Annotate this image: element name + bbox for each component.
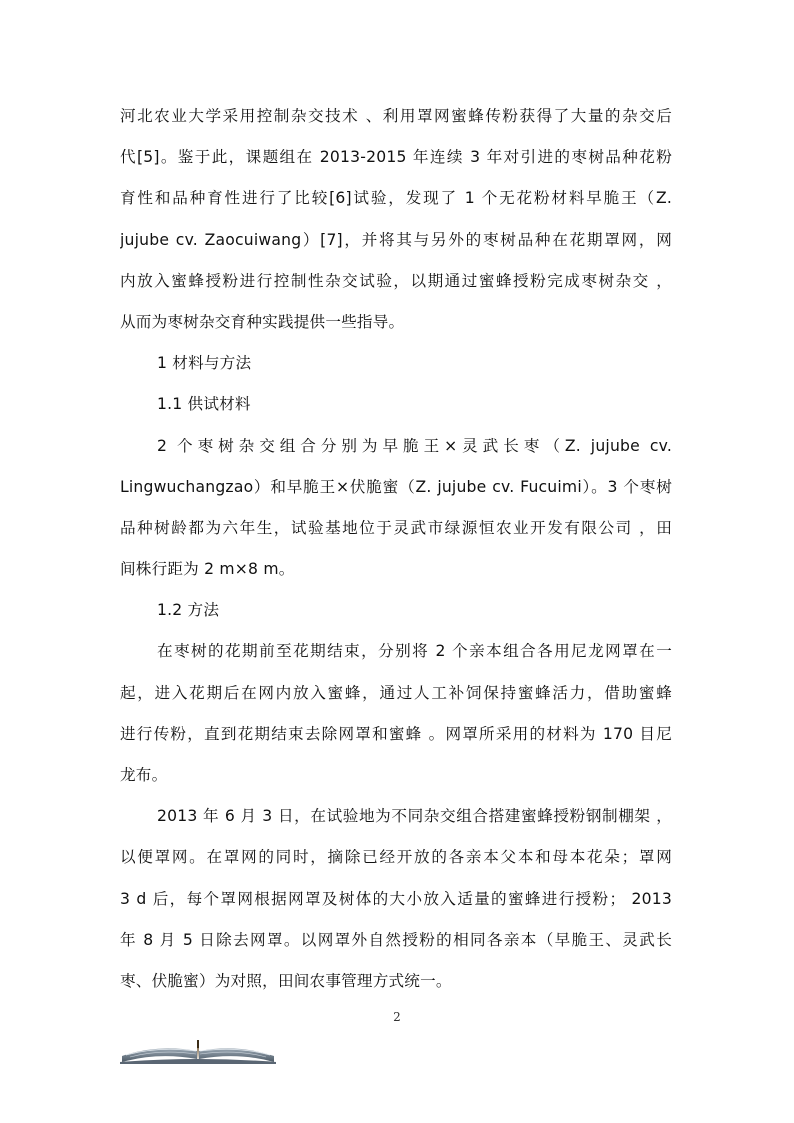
body-text — [120, 96, 672, 1002]
text-line: 育性和品种育性进行了比较[6]试验，发现了 1 个无花粉材料早脆王（Z. — [120, 189, 672, 208]
text-line: 品种树龄都为六年生，试验基地位于灵武市绿源恒农业开发有限公司 ，田 — [120, 518, 672, 537]
page-number: 2 — [393, 1010, 401, 1024]
text-line: 以便罩网。在罩网的同时，摘除已经开放的各亲本父本和母本花朵；罩网 — [120, 848, 672, 867]
text-line: 在枣树的花期前至花期结束，分别将 2 个亲本组合各用尼龙网罩在一 — [157, 642, 672, 661]
text-line: jujube cv. Zaocuiwang）[7]，并将其与另外的枣树品种在花期罩网，网 — [120, 230, 672, 249]
text-line: 从而为枣树杂交育种实践提供一些指导。 — [120, 312, 405, 331]
text-line: 3 d 后，每个罩网根据网罩及树体的大小放入适量的蜜蜂进行授粉； 2013 — [120, 889, 672, 908]
text-line: 2 个枣树杂交组合分别为早脆王×灵武长枣（Z. jujube cv. — [157, 436, 672, 455]
text-line: 2013 年 6 月 3 日，在试验地为不同杂交组合搭建蜜蜂授粉钢制棚架 ， — [157, 807, 672, 826]
section-heading: 1 材料与方法 — [157, 354, 252, 373]
text-line: 进行传粉，直到花期结束去除网罩和蜜蜂 。网罩所采用的材料为 170 目尼 — [120, 724, 672, 743]
open-book-icon — [118, 1034, 278, 1064]
text-line: 河北农业大学采用控制杂交技术 、利用罩网蜜蜂传粉获得了大量的杂交后 — [120, 107, 672, 125]
text-line: Lingwuchangzao）和早脆王×伏脆蜜（Z. jujube cv. Fucuimi）。3 个枣树 — [120, 477, 672, 496]
text-line: 枣、伏脆蜜）为对照，田间农事管理方式统一。 — [120, 971, 452, 990]
subsection-heading: 1.1 供试材料 — [157, 395, 251, 414]
text-line: 龙布。 — [120, 766, 168, 784]
subsection-heading: 1.2 方法 — [157, 601, 220, 620]
text-line: 起，进入花期后在网内放入蜜蜂，通过人工补饲保持蜜蜂活力，借助蜜蜂 — [120, 683, 672, 702]
text-line: 间株行距为 2 m×8 m。 — [120, 560, 295, 579]
text-line: 代[5]。鉴于此，课题组在 2013-2015 年连续 3 年对引进的枣树品种花粉 — [120, 148, 672, 167]
text-line: 内放入蜜蜂授粉进行控制性杂交试验，以期通过蜜蜂授粉完成枣树杂交 ， — [120, 271, 672, 290]
text-line: 年 8 月 5 日除去网罩。以网罩外自然授粉的相同各亲本（早脆王、灵武长 — [120, 930, 672, 949]
